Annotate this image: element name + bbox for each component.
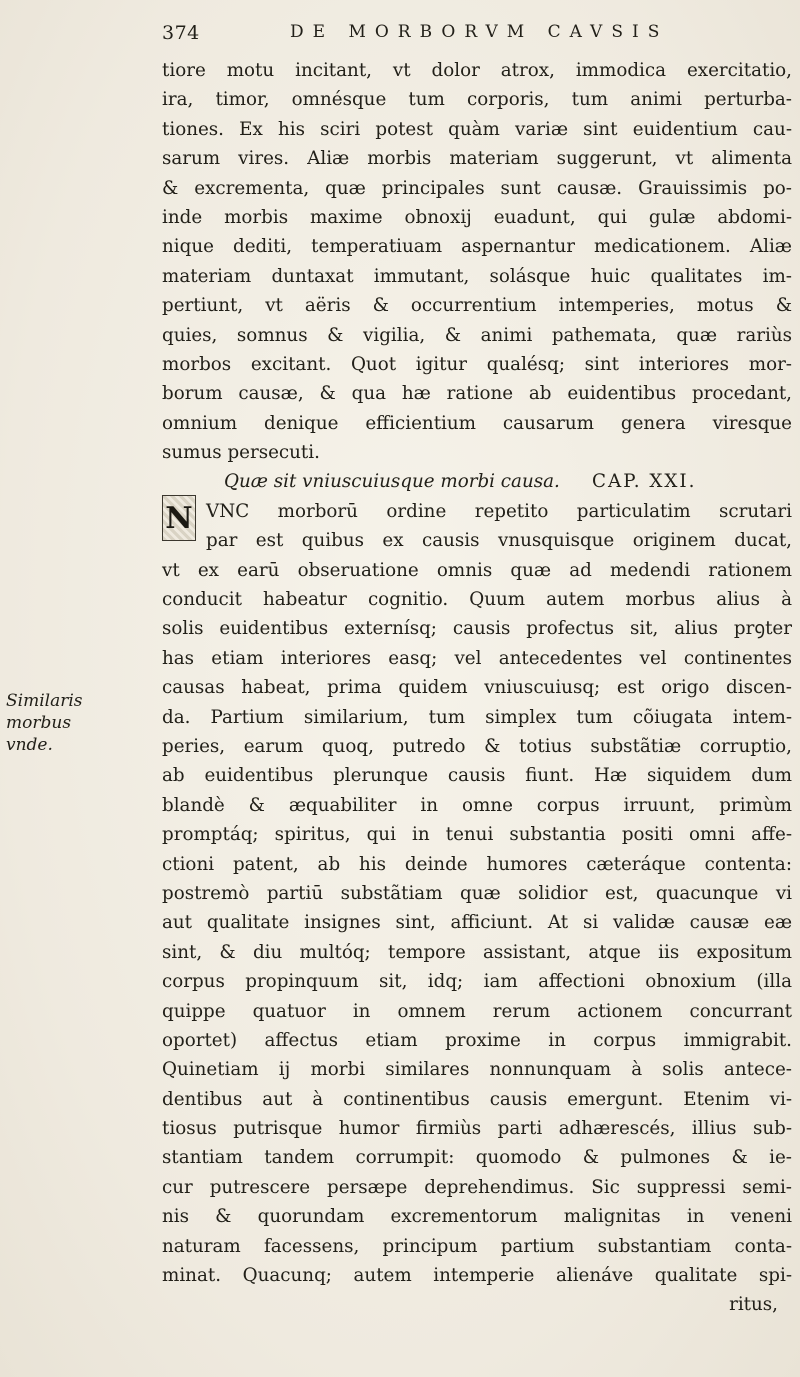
text-line: sarum vires. Aliæ morbis materiam suggerunt, vt alimenta — [162, 148, 792, 170]
text-line: sint, & diu multóq; tempore assistant, atque iis expositum — [162, 941, 792, 963]
text-line: tiones. Ex his sciri potest quàm variæ sint euidentium cau- — [162, 118, 792, 140]
text-line: causas habeat, prima quidem vniuscuiusq; est origo discen- — [162, 677, 792, 699]
text-line: naturam facessens, principum partium substantiam conta- — [162, 1235, 792, 1257]
body-text — [162, 56, 792, 1320]
text-line: tiosus putrisque humor firmiùs parti adhærescés, illius sub- — [162, 1118, 792, 1140]
text-line: dentibus aut à continentibus causis emergunt. Etenim vi- — [162, 1088, 792, 1110]
text-line: sumus persecuti. — [162, 442, 320, 464]
text-line: omnium denique efficientium causarum genera viresque — [162, 412, 792, 434]
text-line: minat. Quacunq; autem intemperie alienáve qualitate spi- — [162, 1265, 792, 1287]
text-line: has etiam interiores easq; vel antecedentes vel continentes — [162, 647, 792, 669]
text-line: blandè & æquabiliter in omne corpus irruunt, primùm — [162, 794, 792, 816]
text-line: cur putrescere persæpe deprehendimus. Sic suppressi semi- — [162, 1176, 792, 1198]
margin-note — [6, 690, 146, 756]
text-line: borum causæ, & qua hæ ratione ab euidentibus procedant, — [162, 383, 792, 405]
text-line: ira, timor, omnésque tum corporis, tum animi perturba- — [162, 89, 792, 111]
text-line: promptáq; spiritus, qui in tenui substantia positi omni affe- — [162, 824, 792, 846]
text-line: & excrementa, quæ principales sunt causæ. Grauissimis po- — [162, 177, 792, 199]
text-line: ctioni patent, ab his deinde humores cæteráque contenta: — [162, 853, 792, 875]
text-line: nis & quorundam excrementorum malignitas in veneni — [162, 1206, 792, 1228]
text-line: aut qualitate insignes sint, afficiunt. At si validæ causæ eæ — [162, 912, 792, 934]
text-line: solis euidentibus externísq; causis profectus sit, alius prꝯter — [162, 618, 792, 640]
chapter-title: Quæ sit vniuscuiusque morbi causa. — [224, 471, 560, 493]
text-line: quies, somnus & vigilia, & animi pathemata, quæ rariùs — [162, 324, 792, 346]
text-line: nique dediti, temperatiuam aspernantur medicationem. Aliæ — [162, 236, 792, 258]
text-line: postremò partiū substãtiam quæ solidior est, quacunque vi — [162, 882, 792, 904]
text-line: conducit habeatur cognitio. Quum autem morbus alius à — [162, 589, 792, 611]
text-line: oportet) affectus etiam proxime in corpus immigrabit. — [162, 1029, 792, 1051]
margin-note-line: vnde. — [6, 735, 53, 755]
text-line: ritus, — [729, 1294, 778, 1316]
text-line: tiore motu incitant, vt dolor atrox, immodica exercitatio, — [162, 60, 792, 81]
text-line: ab euidentibus plerunque causis fiunt. Hæ siquidem dum — [162, 765, 792, 787]
margin-note-line: morbus — [6, 713, 72, 733]
text-line: peries, earum quoq, putredo & totius substãtiæ corruptio, — [162, 735, 792, 757]
text-line: pertiunt, vt aëris & occurrentium intemperies, motus & — [162, 295, 792, 317]
text-line: vt ex earū obseruatione omnis quæ ad medendi rationem — [162, 559, 792, 581]
margin-note-line: Similaris — [6, 691, 83, 711]
text-line: stantiam tandem corrumpit: quomodo & pulmones & ie- — [162, 1147, 792, 1169]
text-line: quippe quatuor in omnem rerum actionem concurrant — [162, 1000, 792, 1022]
chapter-heading — [162, 467, 792, 496]
chapter-number: CAP. XXI. — [592, 471, 697, 493]
text-line: par est quibus ex causis vnusquisque originem ducat, — [206, 530, 792, 552]
text-line: Quinetiam ij morbi similares nonnunquam à solis antece- — [162, 1059, 792, 1081]
text-line: da. Partium similarium, tum simplex tum cõiugata intem- — [162, 706, 792, 728]
text-line: materiam duntaxat immutant, solásque huic qualitates im- — [162, 265, 792, 287]
text-line: morbos excitant. Quot igitur qualésq; sint interiores mor- — [162, 353, 792, 375]
text-line: inde morbis maxime obnoxij euadunt, qui gulæ abdomi- — [162, 206, 792, 228]
running-title: DE MORBORVM CAVSIS — [290, 22, 669, 42]
decorated-initial-letter: N — [165, 500, 193, 536]
text-line: VNC morborū ordine repetito particulatim scrutari — [206, 500, 792, 522]
text-line: corpus propinquum sit, idq; iam affectioni obnoxium (illa — [162, 971, 792, 993]
page-number: 374 — [162, 22, 200, 44]
